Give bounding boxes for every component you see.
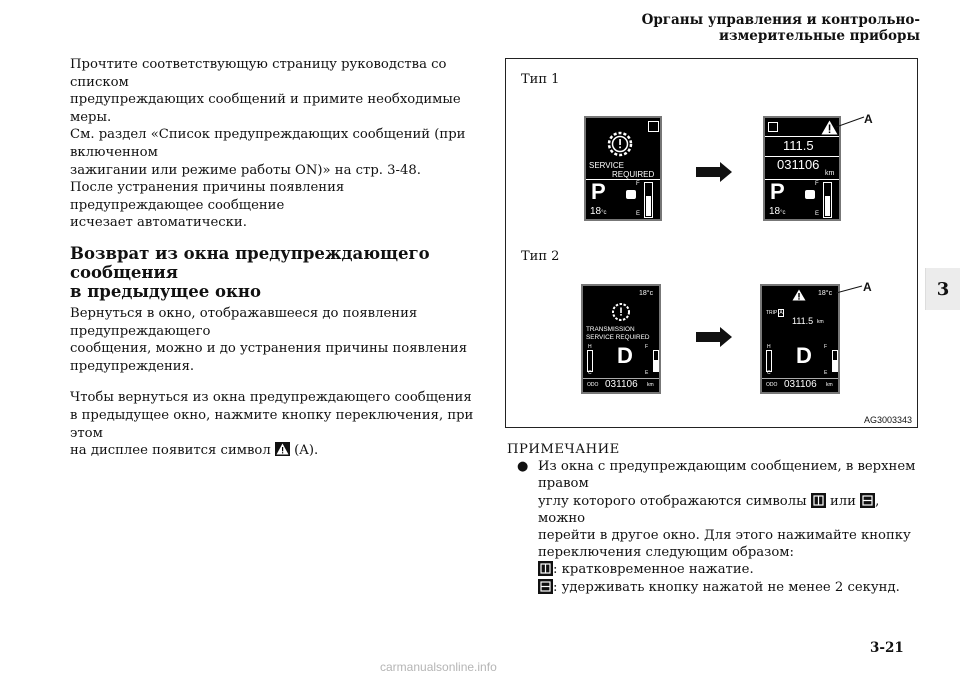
gear-position: D [617,343,633,368]
temp-cold-label: C [588,370,592,376]
para2-line: сообщения, можно и до устранения причины появления [70,341,468,357]
outside-temp: 18°c [639,290,654,297]
note-text: или [830,493,856,509]
para2-line: предупреждения. [70,358,195,374]
callout-a-label: A [864,112,873,126]
page-header: Органы управления и контрольно-измерительные приборы [641,12,920,44]
outside-temp: 18°c [769,206,786,217]
trip-label: TRIP A [766,310,783,316]
note-section [507,441,927,596]
odo-value: 031106 [784,379,817,390]
note-line: переключения следующим образом: [538,545,794,561]
type2-normal-display [760,284,840,394]
warning-line2: REQUIRED [612,170,655,179]
odo-value: 031106 [605,379,638,390]
callout-line [836,116,866,128]
fuel-gauge [653,350,659,372]
warning-line1: TRANSMISSION [586,326,635,333]
para1-line: См. раздел «Список предупреждающих сообщений (при включенном [70,127,466,160]
outside-temp: 18°c [818,290,833,297]
short-press-icon [538,561,553,576]
gear-position: P [770,179,785,204]
arrow-right-icon [696,162,732,182]
note-text: : удерживать кнопку нажатой не менее 2 секунд. [553,579,900,595]
para3-line: в предыдущее окно, нажмите кнопку переключения, при этом [70,407,474,441]
temp-hot-label: H [767,344,771,350]
warning-triangle-icon [275,442,290,456]
type1-label: Тип 1 [521,72,560,87]
note-line: перейти в другое окно. Для этого нажимайте кнопку [538,528,911,544]
para3-line [70,442,480,460]
heading-line: в предыдущее окно [70,281,262,301]
switch-indicator-icon [768,122,778,132]
coolant-gauge [587,350,593,372]
page-number: 3-21 [870,640,904,656]
fuel-gauge [644,182,653,218]
note-body [507,458,927,596]
type1-warning-display [584,116,662,221]
fuel-empty-label: E [815,211,820,217]
gear-position: D [796,343,812,368]
trip-unit: km [817,319,824,325]
odo-unit: km [647,382,654,388]
coolant-gauge [766,350,772,372]
fuel-full-label: F [636,181,640,187]
para1-line: зажигании или режиме работы ON)» на стр. 3-48. [70,162,421,178]
odo-label: ODO [587,382,599,388]
arrow-right-icon [696,327,732,347]
trip-value: 111.5 [783,138,814,153]
para1-line: Прочтите соответствующую страницу руководства со списком [70,57,447,90]
divider [765,136,839,137]
outside-temp: 18°c [590,206,607,217]
note-text: углу которого отображаются символы [538,493,807,509]
short-press-icon [811,493,826,508]
fuel-pump-icon [626,190,636,199]
watermark: carmanualsonline.info [380,660,497,674]
bullet-marker: ● [517,459,529,475]
fuel-gauge [832,350,838,372]
fuel-full-label: F [645,344,649,350]
trip-value: 111.5 [792,316,814,326]
figure-frame [505,58,918,428]
para1-line: предупреждающих сообщений и примите необходимые меры. [70,92,461,125]
warning-line2: SERVICE REQUIRED [586,334,650,341]
fuel-empty-label: E [824,370,828,376]
fuel-empty-label: E [645,370,649,376]
fuel-pump-icon [805,190,815,199]
fuel-full-label: F [815,181,819,187]
type2-label: Тип 2 [521,249,560,264]
gear-warning-icon [606,130,634,158]
para3-text: на дисплее появится символ [70,443,271,459]
note-line: Из окна с предупреждающим сообщением, в верхнем правом [538,459,916,492]
type2-warning-display [581,284,661,394]
temp-hot-label: H [588,344,592,350]
chapter-tab: 3 [925,268,960,310]
fuel-gauge [823,182,832,218]
para3-line: Чтобы вернуться из окна предупреждающего сообщения [70,390,472,406]
long-press-icon [538,579,553,594]
warning-triangle-icon [792,289,806,301]
para2-line: Вернуться в окно, отображавшееся до появления предупреждающего [70,305,418,339]
gear-position: P [591,179,606,204]
temp-cold-label: C [767,370,771,376]
odo-value: 031106 [777,157,820,172]
para1-line: После устранения причины появления предупреждающее сообщение [70,180,345,213]
fuel-empty-label: E [636,211,641,217]
callout-a-label: A [863,280,872,294]
type1-normal-display [763,116,841,221]
odo-unit: km [825,170,835,177]
long-press-icon [860,493,875,508]
fuel-full-label: F [824,344,828,350]
note-text: : кратковременное нажатие. [553,562,754,578]
callout-line [836,284,864,294]
note-text: , можно [538,493,880,526]
para1-line: исчезает автоматически. [70,215,247,231]
note-line [538,561,927,578]
odo-label: ODO [766,382,778,388]
para3-text-end: (A). [294,443,319,459]
warning-line1: SERVICE [589,161,624,170]
section-heading [70,244,480,301]
figure-code: AG3003343 [863,415,912,425]
heading-line: Возврат из окна предупреждающего сообщения [70,243,430,282]
left-column [70,56,480,460]
switch-indicator-icon [648,121,659,132]
odo-unit: km [826,382,833,388]
note-title: ПРИМЕЧАНИЕ [507,442,620,457]
note-line [538,579,927,596]
gear-warning-icon [611,302,631,322]
note-line [538,493,927,527]
